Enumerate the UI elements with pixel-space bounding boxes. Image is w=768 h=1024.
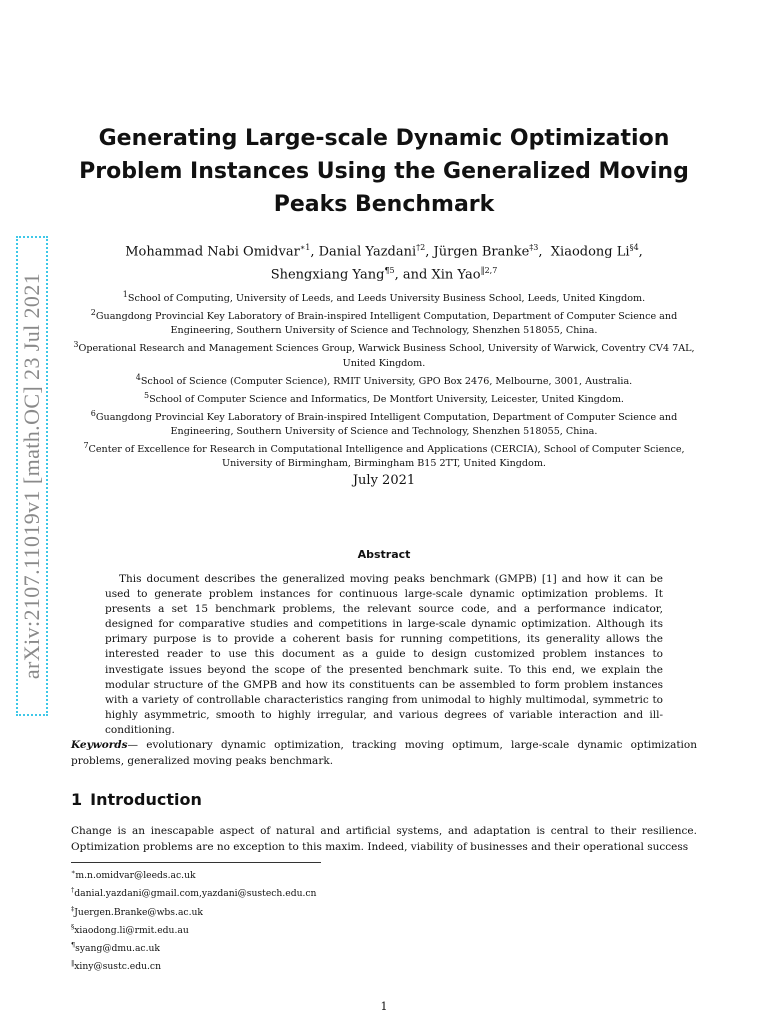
footnote-list — [71, 865, 316, 975]
section-title: Introduction — [90, 790, 202, 809]
publication-date: July 2021 — [352, 473, 416, 488]
affiliation-text: Guangdong Provincial Key Laboratory of Brain-inspired Intelligent Computation, Department of Computer Science and Engineering, Southern University of Science and Technology, Shenzhen 518055, China. — [95, 311, 678, 337]
author-name: Jürgen Branke — [433, 244, 530, 260]
footnote — [71, 920, 316, 938]
arxiv-identifier: arXiv:2107.11019v1 [math.OC] 23 Jul 2021 — [19, 272, 44, 680]
footnote-mark: † — [71, 886, 75, 895]
author-name: Xiaodong Li — [550, 244, 630, 260]
affiliation — [72, 407, 696, 439]
author-conjunction: and — [402, 267, 428, 283]
page-number: 1 — [380, 1000, 388, 1013]
footnote — [71, 865, 316, 883]
keywords-label: Keywords — [71, 739, 128, 751]
author-affil-mark: ‖2,7 — [480, 266, 498, 276]
keywords-block — [71, 738, 697, 769]
affiliation-number: 7 — [83, 441, 89, 451]
abstract-heading: Abstract — [357, 548, 411, 561]
author-affil-mark: ¶5 — [384, 266, 395, 276]
footnote-mark: ¶ — [71, 941, 76, 950]
affiliation — [72, 306, 696, 338]
affiliation-number: 6 — [90, 408, 96, 418]
affiliation-number: 2 — [90, 308, 96, 318]
footnote-mark: ‖ — [71, 959, 75, 968]
footnote — [71, 902, 316, 920]
paper-title: Generating Large-scale Dynamic Optimization Problem Instances Using the Generalized Moving Peaks Benchmark — [79, 126, 689, 217]
author-affil-mark: †2 — [416, 243, 426, 252]
footnote — [71, 883, 316, 901]
keywords-text: — evolutionary dynamic optimization, tracking moving optimum, large-scale dynamic optimization problems, generalized moving peaks benchmark. — [71, 739, 697, 767]
affiliation-number: 1 — [122, 290, 128, 299]
affiliation-text: Guangdong Provincial Key Laboratory of Brain-inspired Intelligent Computation, Department of Computer Science and Engineering, Southern University of Science and Technology, Shenzhen 518055, China. — [95, 412, 678, 438]
affiliation-number: 3 — [73, 340, 79, 350]
arxiv-stamp — [16, 236, 48, 716]
affiliation-text: School of Computer Science and Informatics, De Montfort University, Leicester, United Kingdom. — [149, 393, 624, 405]
affiliation — [72, 439, 696, 471]
intro-paragraph: Change is an inescapable aspect of natural and artificial systems, and adaptation is central to their resilience. Optimization problems are no exception to this maxim. Indeed, viability of businesses and their operational success — [71, 825, 697, 853]
footnote-email: xiny@sustc.edu.cn — [74, 961, 161, 973]
footnote-mark: § — [71, 922, 75, 931]
footnote-email: syang@dmu.ac.uk — [75, 943, 160, 955]
author-name: Xin Yao — [431, 267, 481, 283]
affiliation — [72, 288, 696, 306]
footnote-mark: ‡ — [71, 904, 75, 913]
affiliation-text: School of Science (Computer Science), RMIT University, GPO Box 2476, Melbourne, 3001, Australia. — [140, 375, 633, 387]
affiliation — [72, 389, 696, 407]
footnote-rule — [71, 862, 321, 863]
section-number: 1 — [71, 790, 83, 809]
affiliation-number: 4 — [135, 372, 141, 382]
author-name: Danial Yazdani — [318, 244, 417, 260]
section-heading — [71, 790, 202, 809]
author-name: Mohammad Nabi Omidvar — [125, 244, 300, 260]
footnote-mark: ∗ — [71, 868, 76, 876]
footnote-email: xiaodong.li@rmit.edu.au — [74, 924, 189, 936]
author-list: Mohammad Nabi Omidvar$^{∗1}$, Danial Yazdani$^{\dagger 2}$, Jürgen Branke$^{\ddagger 3}$, Xiaodong Li$^{\S 4}$, Shengxiang Yang$^{\P 5}$, and Xin Yao$^{‖2,7}$ — [125, 243, 643, 283]
footnote-email: Juergen.Branke@wbs.ac.uk — [74, 906, 203, 918]
footnote-email: danial.yazdani@gmail.com,yazdani@sustech.edu.cn — [74, 888, 317, 900]
affiliation-list — [72, 288, 696, 471]
affiliation — [72, 371, 696, 389]
affiliation — [72, 338, 696, 370]
affiliation-text: Operational Research and Management Sciences Group, Warwick Business School, University of Warwick, Coventry CV4 7AL, United Kingdom. — [78, 343, 695, 369]
affiliation-number: 5 — [144, 390, 150, 400]
author-affil-mark: ‡3 — [529, 243, 539, 252]
affiliation-text: Center of Excellence for Research in Computational Intelligence and Applications (CERCIA), School of Computer Science, University of Birmingham, Birmingham B15 2TT, United Kingdom. — [88, 444, 685, 470]
author-affil-mark: ∗1 — [299, 243, 311, 252]
footnote — [71, 938, 316, 956]
author-affil-mark: §4 — [629, 243, 639, 252]
author-name: Shengxiang Yang — [270, 267, 385, 283]
footnote-email: m.n.omidvar@leeds.ac.uk — [75, 870, 196, 882]
affiliation-text: School of Computing, University of Leeds, and Leeds University Business School, Leeds, United Kingdom. — [127, 293, 646, 305]
footnote — [71, 956, 316, 974]
abstract-body: This document describes the generalized moving peaks benchmark (GMPB) [1] and how it can be used to generate problem instances for continuous large-scale dynamic optimization problems. It presents a set 15 benchmark problems, the relevant source code, and a performance indicator, designed for comparative studies and competitions in large-scale dynamic optimization. Although its primary purpose is to provide a coherent basis for running competitions, its generality allows the interested reader to use this document as a guide to design customized problem instances to investigate issues beyond the scope of the presented benchmark suite. To this end, we explain the modular structure of the GMPB and how its constituents can be assembled to form problem instances with a variety of controllable characteristics ranging from unimodal to highly multimodal, symmetric to highly asymmetric, smooth to highly irregular, and various degrees of variable interaction and ill-conditioning. — [105, 573, 663, 736]
